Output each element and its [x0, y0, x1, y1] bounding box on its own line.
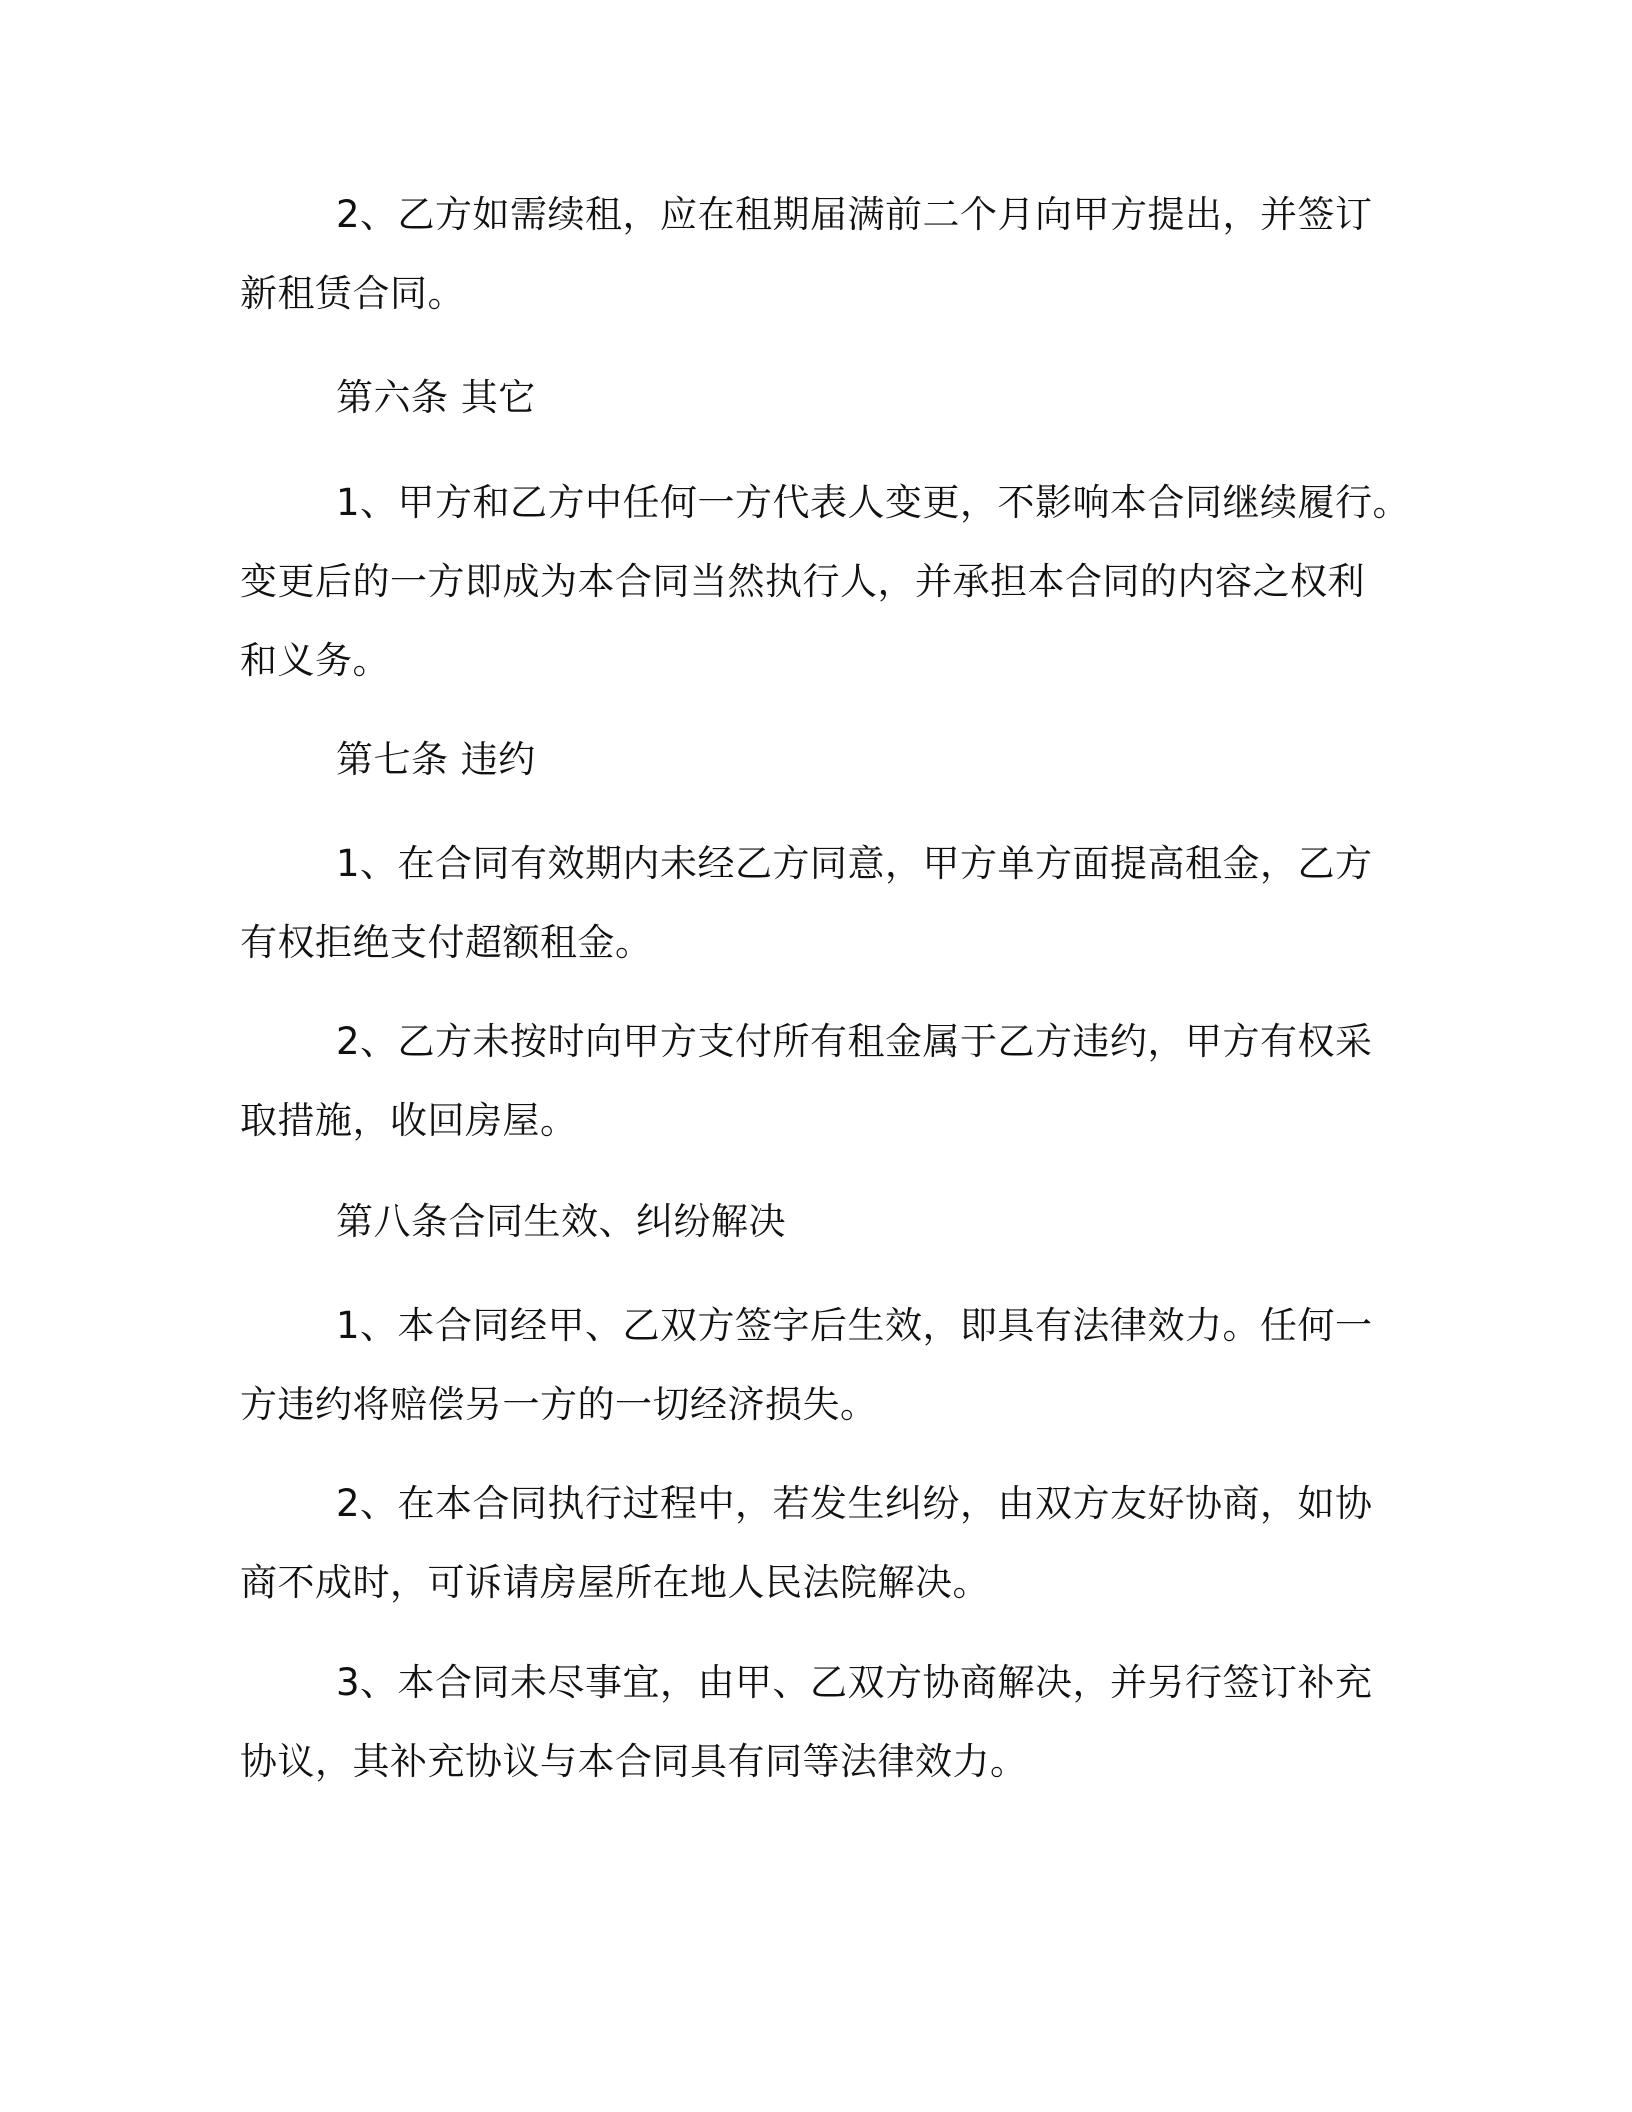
- paragraph-effectiveness: [240, 1286, 1373, 1444]
- paragraph-line: 2、乙方未按时向甲方支付所有租金属于乙方违约，甲方有权采: [336, 1020, 1373, 1063]
- paragraph-line: 1、本合同经甲、乙双方签字后生效，即具有法律效力。任何一: [336, 1304, 1373, 1347]
- paragraph-representative-change: [240, 463, 1411, 700]
- paragraph-line: 商不成时，可诉请房屋所在地人民法院解决。: [240, 1561, 990, 1604]
- paragraph-supplementary: [240, 1643, 1373, 1801]
- paragraph-line: 有权拒绝支付超额租金。: [240, 921, 653, 964]
- paragraph-dispute: [240, 1464, 1373, 1622]
- paragraph-line: 和义务。: [240, 639, 390, 682]
- paragraph-line: 新租赁合同。: [240, 272, 465, 315]
- paragraph-line: 取措施，收回房屋。: [240, 1099, 578, 1142]
- section-heading: 第六条 其它: [336, 376, 536, 419]
- paragraph-line: 变更后的一方即成为本合同当然执行人，并承担本合同的内容之权利: [240, 560, 1365, 603]
- heading-article-6: [240, 358, 1360, 437]
- paragraph-line: 1、在合同有效期内未经乙方同意，甲方单方面提高租金，乙方: [336, 842, 1373, 885]
- paragraph-late-payment: [240, 1002, 1373, 1160]
- paragraph-renewal: [240, 175, 1373, 333]
- heading-article-7: [240, 720, 1360, 799]
- section-heading: 第八条合同生效、纠纷解决: [336, 1200, 786, 1243]
- paragraph-line: 2、在本合同执行过程中，若发生纠纷，由双方友好协商，如协: [336, 1482, 1373, 1525]
- heading-article-8: [240, 1182, 1360, 1261]
- paragraph-rent-increase: [240, 824, 1373, 982]
- paragraph-line: 3、本合同未尽事宜，由甲、乙双方协商解决，并另行签订补充: [336, 1661, 1373, 1704]
- paragraph-line: 2、乙方如需续租，应在租期届满前二个月向甲方提出，并签订: [336, 193, 1373, 236]
- paragraph-line: 协议，其补充协议与本合同具有同等法律效力。: [240, 1740, 1028, 1783]
- paragraph-line: 方违约将赔偿另一方的一切经济损失。: [240, 1383, 878, 1426]
- paragraph-line: 1、甲方和乙方中任何一方代表人变更，不影响本合同继续履行。: [336, 481, 1411, 524]
- section-heading: 第七条 违约: [336, 738, 536, 781]
